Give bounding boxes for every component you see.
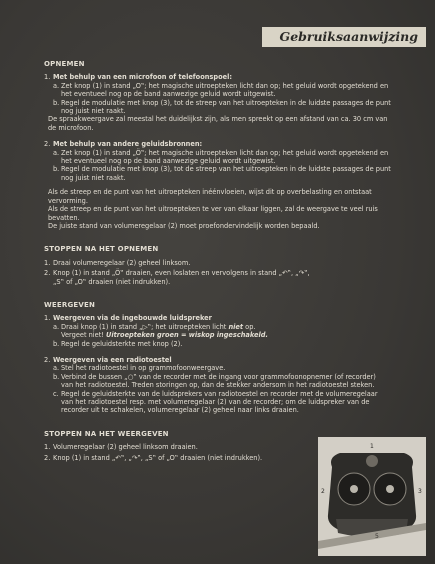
step-text: Zet knop (1) in stand „Ö‟; het magische uitroepteken licht dan op; het geluid wordt opgetekend en het eventueel nog op de band aanwezige geluid wordt uitgewist. (61, 148, 389, 166)
figure-label: 2 (321, 488, 325, 495)
paragraph: Als de streep en de punt van het uitroepteken te ver van elkaar liggen, zal de weergave te veel ruis bevatten. (48, 205, 378, 222)
step-b: b. Regel de modulatie met knop (3), tot de streep van het uitroepteken in de luidste passages de punt nog juist niet raakt. (53, 98, 391, 116)
step-b: b. Regel de geluidsterkte met knop (2). (53, 339, 183, 348)
step-text: Zet knop (1) in stand „O‟; het magische uitroepteken licht dan op; het geluid wordt opgetekend en het eventueel nog op de band aanwezige geluid wordt uitgewist. (61, 81, 389, 99)
step-b: b. Verbind de bussen „○‟ van de recorder met de ingang voor grammofoonopnemer (of recorder) van het radiotoestel. Treden storingen op, dan de stekker andersom in het radiotoestel steken. (53, 372, 376, 390)
recorder-illustration (318, 437, 426, 556)
step-c: c. Regel de geluidsterkte van de luidsprekers van radiotoestel en recorder met de volumeregelaar van het radiotoestel resp. met volumeregelaar (2) van de recorder; om de luidspreker van de recorder uit te schakelen, volumeregelaar (2) geheel naar links draaien. (53, 389, 378, 415)
item-title: Met behulp van een microfoon of telefoonspoel: (53, 73, 232, 82)
emphasis: niet (228, 322, 244, 331)
paragraph: De juiste stand van volumeregelaar (2) moet proefondervindelijk worden bepaald. (48, 221, 320, 230)
weergeven-item-1: 1. Weergeven via de ingebouwde luidspreker a. Draai knop (1) in stand „▷‟; het uitroepteken licht niet op. Vergeet niet! Uitroepteken groen = wiskop ingeschakeld. b. Regel de geluidsterkte met knop (2). (44, 314, 396, 348)
item-title: Weergeven via de ingebouwde luidspreker (53, 314, 212, 323)
list-item: 1. Volumeregelaar (2) geheel linksom draaien. (44, 443, 198, 452)
step-a: a. Draai knop (1) in stand „▷‟; het uitroepteken licht niet op. Vergeet niet! Uitroepteken groen = wiskop ingeschakeld. (53, 322, 268, 340)
item-number: 1. (44, 73, 51, 82)
weergeven-item-2: 2. Weergeven via een radiotoestel a. Stel het radiotoestel in op grammofoonweergave. b. Verbind de bussen „○‟ van de recorder met de ingang voor grammofoonopnemer (of recorder) van het radiotoestel. Treden storingen op, dan de stekker andersom in het radiotoestel steken. c. Regel de geluidsterkte van de luidsprekers van radiotoestel en recorder met de volumeregelaar van het radiotoestel resp. met volumeregelaar (2) van de recorder; om de luidspreker van de recorder uit te schakelen, volumeregelaar (2) geheel naar links draaien. (44, 356, 396, 415)
list-item: 2. Knop (1) in stand „↶‟, „↷‟, „S‟ of „O‟ draaien (niet indrukken). (44, 453, 263, 462)
paragraph: Als de streep en de punt van het uitroepteken inéénvloeien, wijst dit op overbelasting en ontstaat vervorming. (48, 188, 372, 205)
step-b: b. Regel de modulatie met knop (3), tot de streep van het uitroepteken in de luidste passages de punt nog juist niet raakt. (53, 165, 391, 182)
heading-stoppen-weergeven: STOPPEN NA HET WEERGEVEN (44, 429, 169, 438)
title-banner (262, 27, 426, 47)
step-text: Regel de modulatie met knop (3), tot de streep van het uitroepteken in de luidste passages de punt nog juist niet raakt. (61, 165, 391, 182)
heading-weergeven: WEERGEVEN (44, 300, 96, 309)
opnemen-item-2 (44, 140, 396, 182)
recorder-top-view (318, 437, 426, 556)
step-a: a. Zet knop (1) in stand „O‟; het magische uitroepteken licht dan op; het geluid wordt opgetekend en het eventueel nog op de band aanwezige geluid wordt uitgewist. (53, 81, 389, 99)
item-number: 2. (44, 140, 51, 149)
figure-label: 1 (370, 443, 374, 450)
heading-stoppen-opnemen: STOPPEN NA HET OPNEMEN (44, 245, 159, 254)
step-a: a. Zet knop (1) in stand „Ö‟; het magische uitroepteken licht dan op; het geluid wordt opgetekend en het eventueel nog op de band aanwezige geluid wordt uitgewist. (53, 148, 389, 166)
list-item: 1. Draai volumeregelaar (2) geheel linksom. (44, 258, 191, 267)
opnemen-item-1 (44, 73, 396, 115)
list-item: 2. Knop (1) in stand „Ö‟ draaien, even loslaten en vervolgens in stand „↶‟, „↷‟, „S‟ of „O‟ draaien (niet indrukken). (44, 269, 310, 286)
item-title: Met behulp van andere geluidsbronnen: (53, 140, 203, 149)
step-text: Regel de modulatie met knop (3), tot de streep van het uitroepteken in de luidste passages de punt nog juist niet raakt. (61, 98, 391, 116)
note-text: De spraakweergave zal meestal het duidelijkst zijn, als men spreekt op een afstand van ca. 30 cm van de microfoon. (48, 115, 388, 132)
instructions-body (44, 60, 396, 462)
heading-opnemen: OPNEMEN (44, 60, 85, 68)
item-title: Weergeven via een radiotoestel (53, 355, 172, 364)
figure-label: 3 (418, 488, 422, 495)
emphasis: Uitroepteken groen = wiskop ingeschakeld. (106, 331, 268, 340)
step-a: a. Stel het radiotoestel in op grammofoonweergave. (53, 364, 226, 373)
page-title: Gebruiksaanwijzing (279, 29, 418, 44)
page-number: 5 (375, 533, 379, 540)
